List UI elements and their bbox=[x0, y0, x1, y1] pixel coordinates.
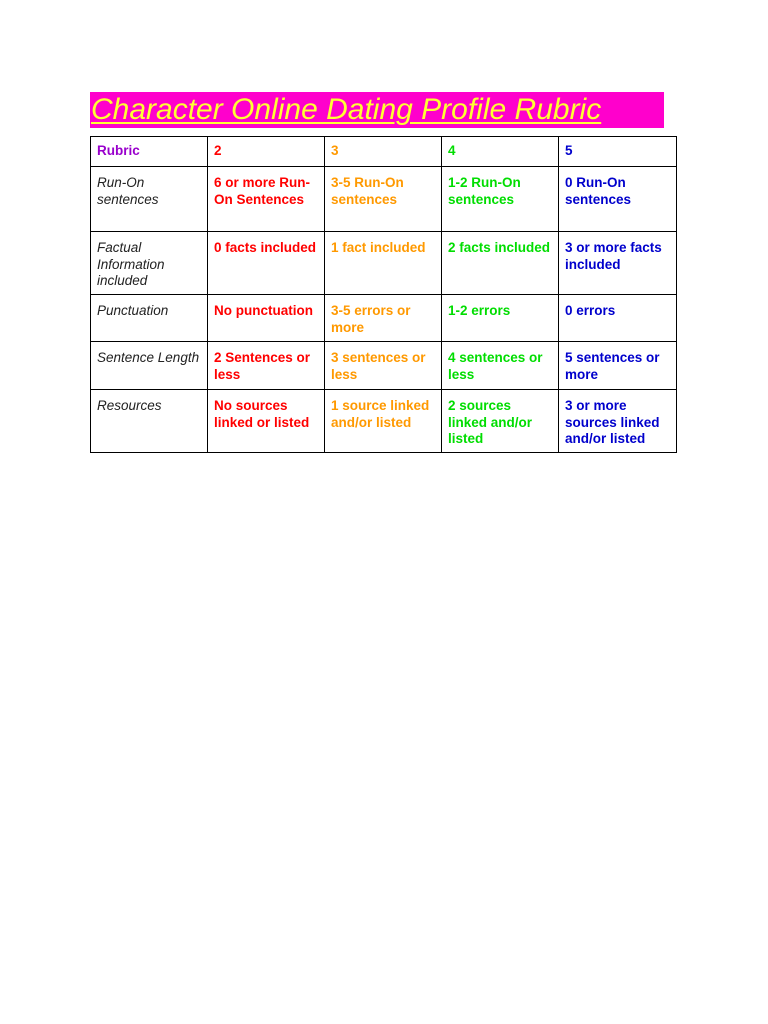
level-3-cell: 1 source linked and/or listed bbox=[325, 390, 442, 453]
title-banner bbox=[90, 92, 664, 128]
level-4-cell: 1-2 Run-On sentences bbox=[442, 167, 559, 232]
header-level-2: 2 bbox=[208, 137, 325, 167]
level-2-cell: No sources linked or listed bbox=[208, 390, 325, 453]
level-5-cell: 3 or more facts included bbox=[559, 232, 677, 295]
header-rubric: Rubric bbox=[91, 137, 208, 167]
level-4-cell: 4 sentences or less bbox=[442, 342, 559, 390]
level-5-cell: 3 or more sources linked and/or listed bbox=[559, 390, 677, 453]
rubric-table bbox=[90, 136, 677, 453]
table-row bbox=[91, 167, 677, 232]
level-4-cell: 2 sources linked and/or listed bbox=[442, 390, 559, 453]
criterion-cell: Factual Information included bbox=[91, 232, 208, 295]
header-level-3: 3 bbox=[325, 137, 442, 167]
criterion-cell: Sentence Length bbox=[91, 342, 208, 390]
level-2-cell: 6 or more Run-On Sentences bbox=[208, 167, 325, 232]
level-5-cell: 0 Run-On sentences bbox=[559, 167, 677, 232]
level-4-cell: 2 facts included bbox=[442, 232, 559, 295]
level-3-cell: 3 sentences or less bbox=[325, 342, 442, 390]
level-3-cell: 3-5 Run-On sentences bbox=[325, 167, 442, 232]
criterion-cell: Punctuation bbox=[91, 295, 208, 342]
table-row bbox=[91, 232, 677, 295]
table-header-row bbox=[91, 137, 677, 167]
document-title: Character Online Dating Profile Rubric bbox=[91, 93, 602, 126]
table-row bbox=[91, 390, 677, 453]
table-row bbox=[91, 342, 677, 390]
table-row bbox=[91, 295, 677, 342]
level-2-cell: No punctuation bbox=[208, 295, 325, 342]
level-2-cell: 2 Sentences or less bbox=[208, 342, 325, 390]
criterion-cell: Resources bbox=[91, 390, 208, 453]
criterion-cell: Run-On sentences bbox=[91, 167, 208, 232]
level-5-cell: 5 sentences or more bbox=[559, 342, 677, 390]
header-level-4: 4 bbox=[442, 137, 559, 167]
header-level-5: 5 bbox=[559, 137, 677, 167]
level-2-cell: 0 facts included bbox=[208, 232, 325, 295]
level-3-cell: 1 fact included bbox=[325, 232, 442, 295]
level-3-cell: 3-5 errors or more bbox=[325, 295, 442, 342]
level-5-cell: 0 errors bbox=[559, 295, 677, 342]
level-4-cell: 1-2 errors bbox=[442, 295, 559, 342]
